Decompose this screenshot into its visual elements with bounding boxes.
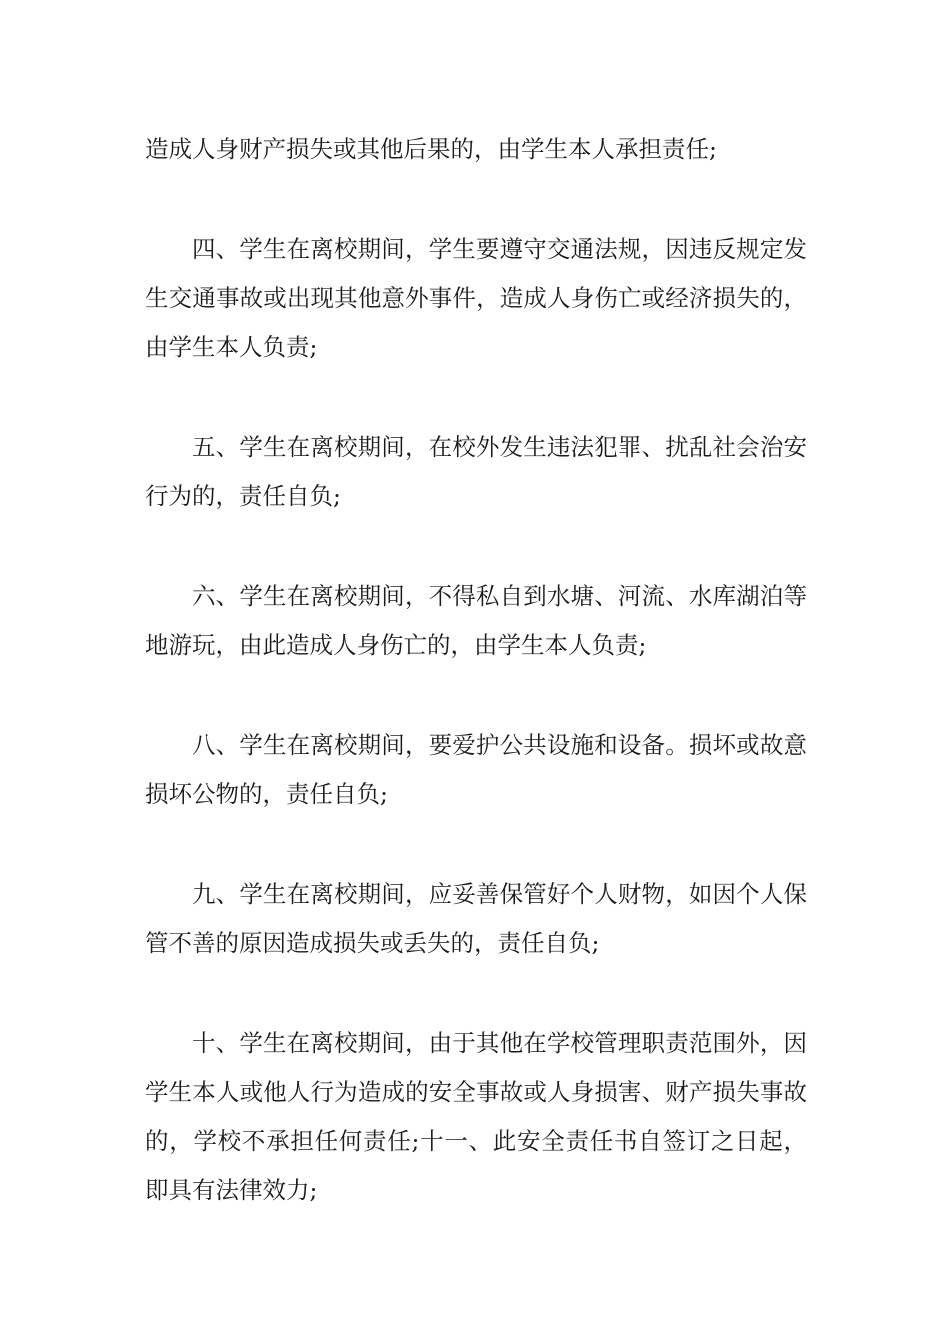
paragraph-item-5: 五、学生在离校期间，在校外发生违法犯罪、扰乱社会治安行为的，责任自负; (145, 433, 807, 510)
paragraph-item-4: 四、学生在离校期间，学生要遵守交通法规，因违反规定发生交通事故或出现其他意外事件，造成人身伤亡或经济损失的，由学生本人负责; (145, 235, 807, 361)
paragraph-item-10: 十、学生在离校期间，由于其他在学校管理职责范围外，因学生本人或他人行为造成的安全事故或人身损害、财产损失事故的，学校不承担任何责任;十一、此安全责任书自签订之日起，即具有法律效力; (145, 1029, 807, 1204)
document-body (145, 125, 807, 1266)
paragraph-item-6: 六、学生在离校期间，不得私自到水塘、河流、水库湖泊等地游玩，由此造成人身伤亡的，由学生本人负责; (145, 582, 807, 659)
paragraph-continuation: 造成人身财产损失或其他后果的，由学生本人承担责任; (145, 135, 717, 163)
paragraph-item-9: 九、学生在离校期间，应妥善保管好个人财物，如因个人保管不善的原因造成损失或丢失的，责任自负; (145, 880, 807, 957)
paragraph-item-8: 八、学生在离校期间，要爱护公共设施和设备。损坏或故意损坏公物的，责任自负; (145, 731, 807, 808)
